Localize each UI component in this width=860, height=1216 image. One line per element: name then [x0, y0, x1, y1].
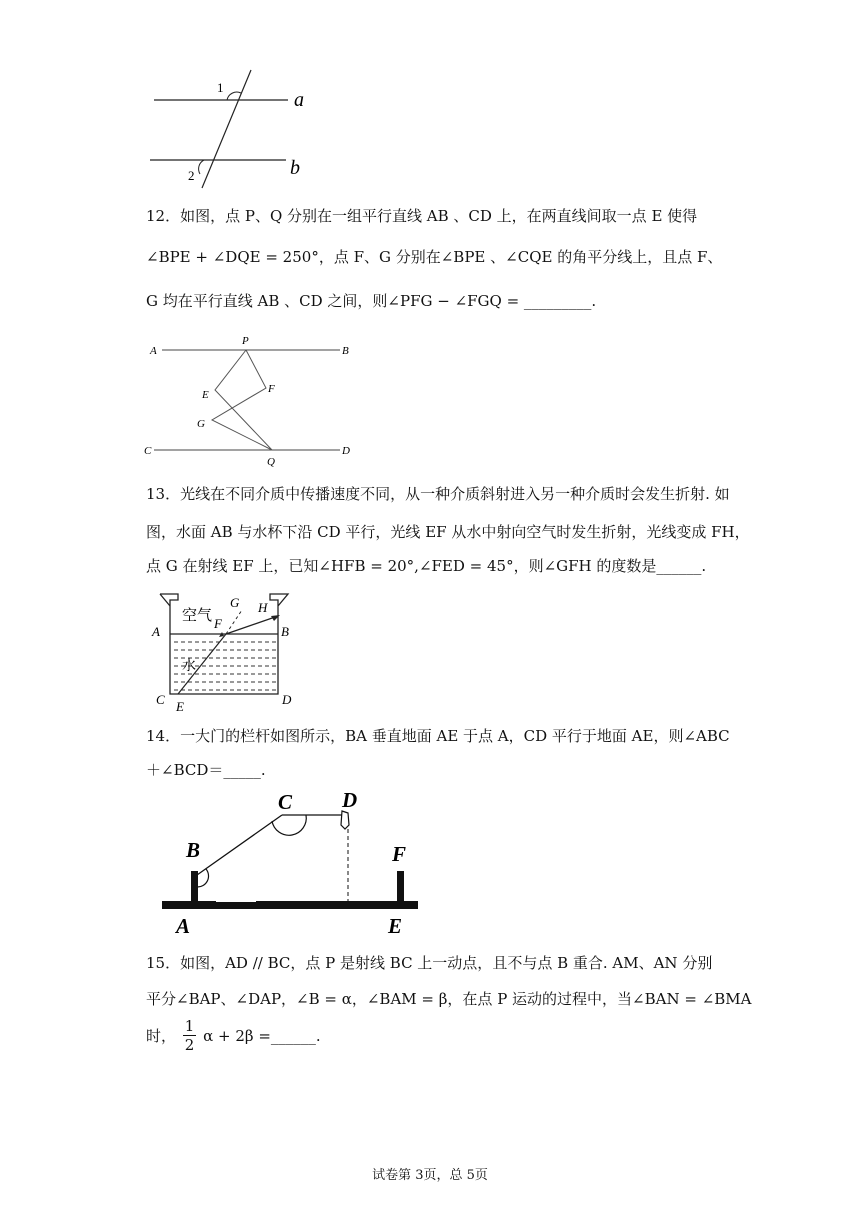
question-13-line-3: 点 G 在射线 EF 上，已知∠HFB = 20°,∠FED = 45°，则∠GFH 的度数是______.	[146, 557, 707, 575]
point-f-label: F	[392, 842, 407, 866]
point-d-label: D	[282, 692, 292, 707]
question-13-line-2: 图，水面 AB 与水杯下沿 CD 平行，光线 EF 从水中射向空气时发生折射，光线变成 FH，	[146, 523, 750, 541]
fraction-denominator: 2	[184, 1036, 195, 1054]
cup-outline	[160, 594, 288, 694]
point-g-label: G	[197, 418, 205, 430]
ground-ae	[162, 901, 418, 909]
point-f-label: F	[214, 616, 222, 631]
fraction-one-half	[183, 1017, 197, 1054]
point-h-label: H	[258, 600, 268, 615]
point-e-label: E	[202, 389, 209, 401]
point-c-label: C	[156, 692, 165, 707]
end-cap-d	[341, 811, 349, 829]
point-d-label: D	[342, 788, 358, 812]
ground-gap	[216, 898, 256, 902]
point-b-label: B	[342, 345, 349, 357]
figure-q13-cup	[148, 590, 308, 715]
figure-parallel-lines-ab	[140, 62, 320, 197]
fraction-numerator: 1	[184, 1017, 195, 1035]
point-c-label: C	[144, 445, 152, 457]
question-12-line-1: 12．如图，点 P、Q 分别在一组平行直线 AB 、CD 上，在两直线间取一点 E 使得	[146, 207, 698, 225]
bar-bc	[197, 815, 282, 875]
line-a-label: a	[294, 89, 304, 111]
point-g-label: G	[230, 595, 240, 610]
angle-2-arc	[199, 160, 204, 174]
ray-fg-dashed	[226, 610, 242, 634]
page-footer: 试卷第 3页，总 5页	[372, 1168, 488, 1183]
point-a-label: A	[176, 914, 191, 938]
point-p-label: P	[242, 335, 249, 347]
ray-fh	[226, 616, 278, 634]
line-b-label: b	[290, 157, 300, 179]
cup-left-rim	[160, 594, 170, 606]
point-b-label: B	[281, 624, 289, 639]
point-a-label: A	[150, 345, 157, 357]
point-f-label: F	[268, 383, 275, 395]
question-15-line-3-prefix: 时，	[146, 1027, 177, 1045]
transversal	[202, 70, 251, 188]
figure-q12	[140, 332, 360, 467]
path-pe-eq	[215, 350, 272, 450]
figure-q14-gate	[156, 783, 426, 941]
point-e-label: E	[176, 699, 184, 714]
post-ef	[397, 871, 404, 903]
question-13-line-1: 13．光线在不同介质中传播速度不同，从一种介质斜射进入另一种介质时会发生折射. 如	[146, 485, 730, 503]
point-a-label: A	[152, 624, 160, 639]
angle-2-label: 2	[188, 168, 195, 183]
air-label: 空气	[182, 606, 213, 624]
path-pf-fg-gq	[212, 350, 272, 450]
post-ab	[191, 871, 198, 903]
question-15-line-1: 15．如图，AD // BC，点 P 是射线 BC 上一动点，且不与点 B 重合. AM、AN 分别	[146, 954, 713, 972]
point-d-label: D	[342, 445, 350, 457]
point-b-label: B	[186, 838, 201, 862]
question-12-line-2: ∠BPE + ∠DQE = 250°，点 F、G 分别在∠BPE 、∠CQE 的角平分线上，且点 F、	[146, 248, 723, 266]
question-14-line-1: 14．一大门的栏杆如图所示，BA 垂直地面 AE 于点 A，CD 平行于地面 AE，则∠ABC	[146, 727, 730, 745]
angle-1-label: 1	[217, 80, 224, 95]
question-14-line-2: ＋∠BCD＝_____.	[146, 761, 266, 779]
point-q-label: Q	[267, 456, 275, 467]
question-15-line-3-suffix: α + 2β =______.	[203, 1026, 321, 1045]
point-e-label: E	[388, 914, 403, 938]
question-15-line-2: 平分∠BAP、∠DAP，∠B = α，∠BAM = β，在点 P 运动的过程中，当∠BAN = ∠BMA	[146, 990, 752, 1008]
question-15-line-3	[146, 1017, 321, 1061]
point-c-label: C	[278, 790, 293, 814]
question-12-line-3: G 均在平行直线 AB 、CD 之间，则∠PFG − ∠FGQ = _________.	[146, 292, 597, 310]
water-label: 水	[182, 658, 196, 674]
